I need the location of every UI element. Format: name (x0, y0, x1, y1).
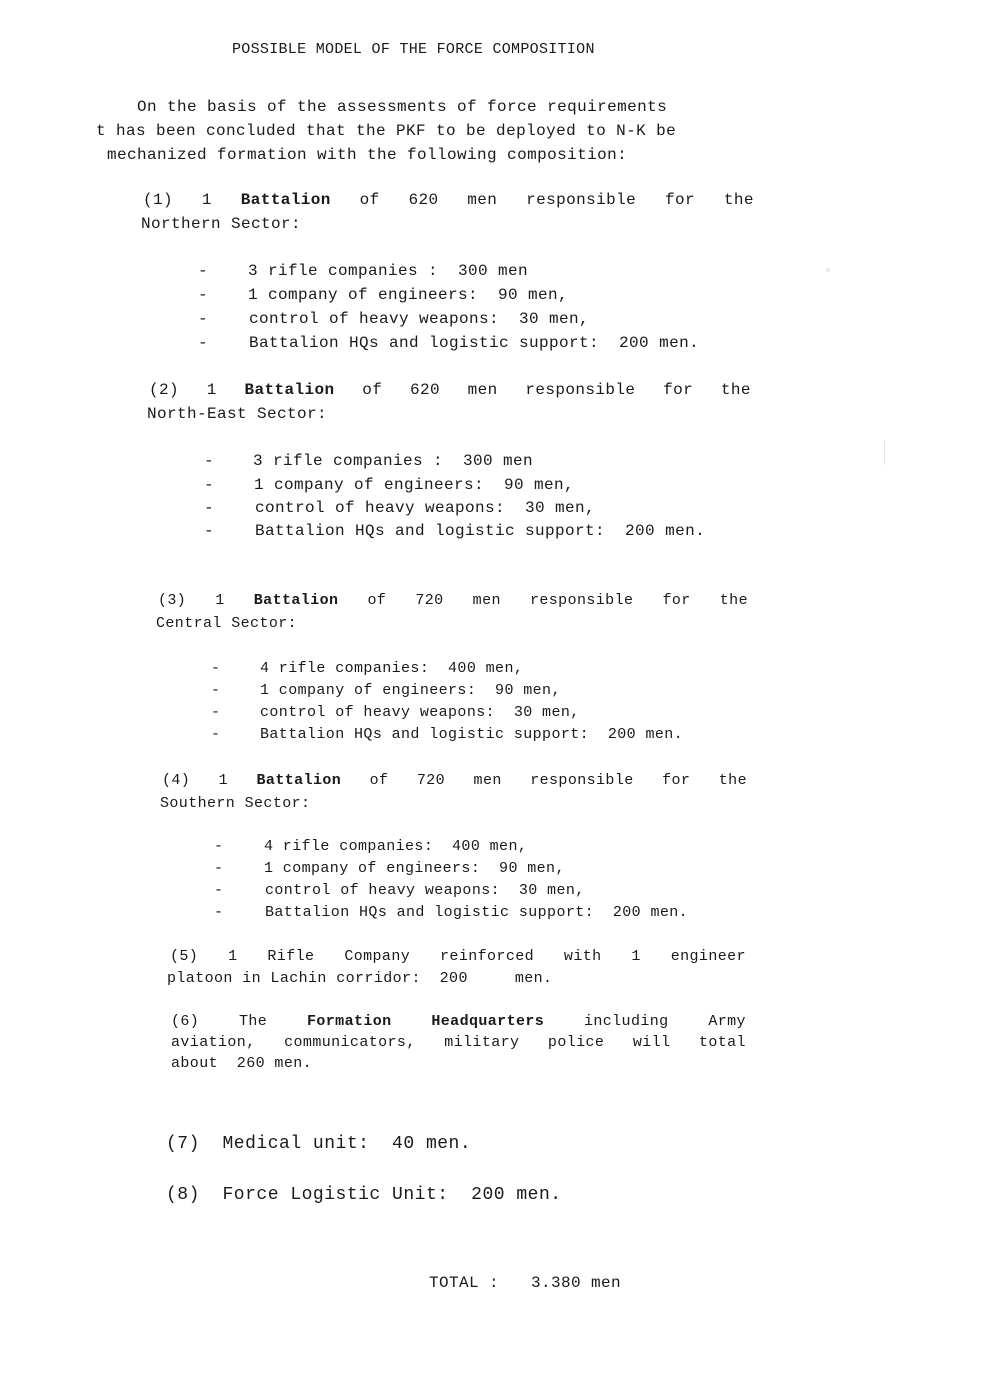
section-men-count: 620 (409, 381, 440, 399)
section-sector: Southern Sector: (160, 795, 311, 812)
item-text: 3 rifle companies : 300 men (248, 262, 529, 280)
section-heading (162, 772, 747, 789)
item-text: 3 rifle companies : 300 men (253, 452, 534, 470)
item-text: 4 rifle companies: 400 men, (260, 660, 524, 677)
page-title: POSSIBLE MODEL OF THE FORCE COMPOSITION (232, 41, 595, 58)
word: police (547, 1034, 605, 1051)
section-word-of: of (369, 772, 389, 789)
section-word-for: for (665, 191, 696, 209)
section-word-responsible: responsible (526, 191, 637, 209)
section-word-for: for (663, 381, 694, 399)
item-number: (5) (170, 948, 199, 965)
section-word-for: for (662, 592, 691, 609)
total-label: TOTAL : (429, 1274, 500, 1292)
item-text: control of heavy weapons: 30 men, (249, 310, 590, 328)
section-sector: Central Sector: (156, 615, 298, 632)
word: military (444, 1034, 520, 1051)
item-text: control of heavy weapons: 30 men, (265, 882, 585, 899)
section-heading (149, 381, 751, 399)
section-word-the: the (720, 381, 751, 399)
section-word-men: men (467, 381, 498, 399)
item-text: control of heavy weapons: 30 men, (260, 704, 580, 721)
section-heading (158, 592, 748, 609)
item-8-force-logistic-unit: (8) Force Logistic Unit: 200 men. (166, 1185, 562, 1205)
section-count: 1 (201, 191, 212, 209)
item-text: 1 company of engineers: 90 men, (248, 286, 569, 304)
dash: - (198, 262, 209, 280)
section-men-count: 720 (415, 592, 444, 609)
section-word-of: of (359, 191, 380, 209)
section-word-the: the (723, 191, 754, 209)
word: 1 (228, 948, 238, 965)
section-unit: Battalion (244, 381, 335, 399)
section-word-of: of (362, 381, 383, 399)
item-text: 1 company of engineers: 90 men, (264, 860, 565, 877)
item-7-medical-unit: (7) Medical unit: 40 men. (166, 1134, 472, 1154)
word: engineer (670, 948, 746, 965)
section-unit: Battalion (256, 772, 342, 789)
section-word-responsible: responsible (525, 381, 636, 399)
section-word-men: men (472, 592, 501, 609)
item-5-line-2: platoon in Lachin corridor: 200 men. (167, 970, 553, 987)
section-word-responsible: responsible (530, 772, 634, 789)
section-word-for: for (662, 772, 691, 789)
item-text: Battalion HQs and logistic support: 200 men. (265, 904, 689, 921)
dash: - (214, 860, 224, 877)
word: reinforced (440, 948, 535, 965)
word: 1 (631, 948, 641, 965)
word: The (238, 1013, 268, 1030)
section-men-count: 620 (408, 191, 439, 209)
section-number: (1) (143, 191, 174, 209)
section-unit: Battalion (240, 191, 331, 209)
dash: - (204, 499, 215, 517)
dash: - (211, 704, 221, 721)
dash: - (204, 452, 215, 470)
section-count: 1 (206, 381, 217, 399)
dash: - (211, 682, 221, 699)
word: total (698, 1034, 746, 1051)
dash: - (214, 904, 224, 921)
scan-artifact (826, 268, 830, 272)
item-text: Battalion HQs and logistic support: 200 men. (260, 726, 684, 743)
item-text: control of heavy weapons: 30 men, (255, 499, 596, 517)
word: Formation (306, 1013, 392, 1030)
word: including (583, 1013, 669, 1030)
item-6-line-3: about 260 men. (171, 1055, 313, 1072)
section-heading (143, 191, 754, 209)
section-word-the: the (718, 772, 747, 789)
word: communicators, (284, 1034, 416, 1051)
intro-line-2: t has been concluded that the PKF to be deployed to N-K be (96, 122, 677, 140)
word: aviation, (171, 1034, 256, 1051)
section-word-the: the (719, 592, 748, 609)
section-word-of: of (367, 592, 387, 609)
dash: - (214, 882, 224, 899)
word: will (632, 1034, 671, 1051)
section-number: (4) (162, 772, 191, 789)
dash: - (204, 522, 215, 540)
item-6-line-1 (171, 1013, 746, 1030)
section-number: (3) (158, 592, 187, 609)
dash: - (214, 838, 224, 855)
total-value: 3.380 men (531, 1274, 622, 1292)
section-sector: North-East Sector: (147, 405, 328, 423)
word: with (563, 948, 602, 965)
section-word-responsible: responsible (529, 592, 634, 609)
word: Headquarters (431, 1013, 545, 1030)
item-text: 4 rifle companies: 400 men, (264, 838, 528, 855)
scan-artifact (884, 440, 885, 465)
dash: - (198, 334, 209, 352)
item-text: 1 company of engineers: 90 men, (260, 682, 561, 699)
section-count: 1 (218, 772, 229, 789)
section-unit: Battalion (253, 592, 339, 609)
section-sector: Northern Sector: (141, 215, 302, 233)
dash: - (198, 310, 209, 328)
dash: - (198, 286, 209, 304)
dash: - (211, 660, 221, 677)
item-text: 1 company of engineers: 90 men, (254, 476, 575, 494)
word: Rifle (267, 948, 315, 965)
item-text: Battalion HQs and logistic support: 200 men. (249, 334, 700, 352)
section-word-men: men (467, 191, 498, 209)
section-word-men: men (473, 772, 502, 789)
item-5-line-1 (170, 948, 746, 965)
section-count: 1 (215, 592, 225, 609)
word: Army (708, 1013, 746, 1030)
intro-line-1: On the basis of the assessments of force requirements (137, 98, 668, 116)
dash: - (204, 476, 215, 494)
item-number: (6) (171, 1013, 200, 1030)
word: Company (344, 948, 411, 965)
item-6-line-2 (171, 1034, 746, 1051)
item-text: Battalion HQs and logistic support: 200 men. (255, 522, 706, 540)
section-men-count: 720 (416, 772, 446, 789)
dash: - (211, 726, 221, 743)
section-number: (2) (149, 381, 180, 399)
intro-line-3: mechanized formation with the following composition: (107, 146, 628, 164)
